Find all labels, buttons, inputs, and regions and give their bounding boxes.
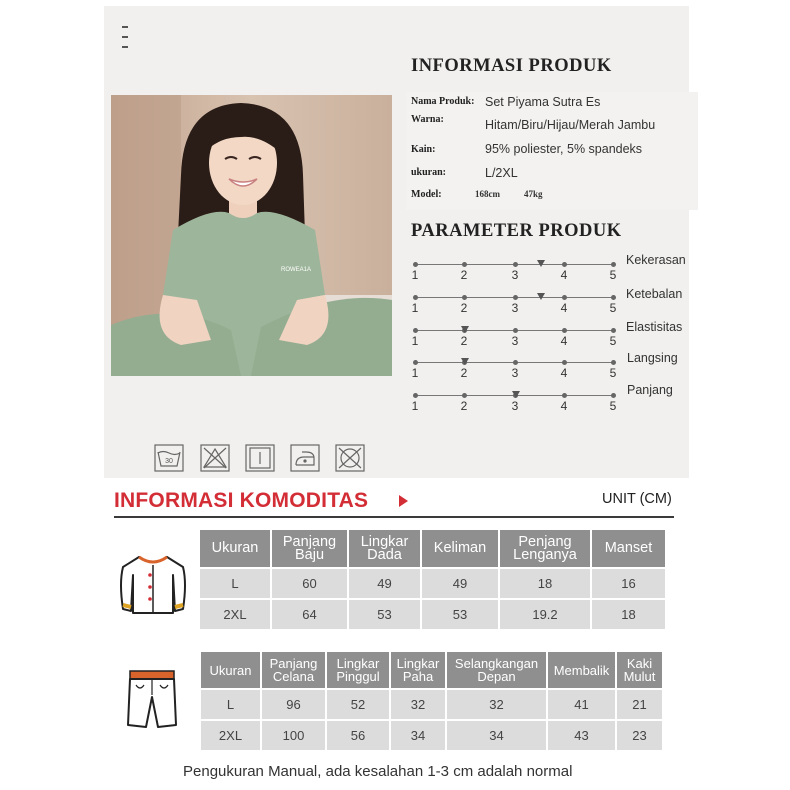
scale-dot	[562, 328, 567, 333]
scale-tick-label: 5	[609, 366, 617, 380]
cell-hip: 52	[327, 690, 389, 719]
iron-low-icon	[290, 444, 320, 472]
cell-front-rise: 32	[447, 690, 546, 719]
scale-tick-label: 4	[560, 399, 568, 413]
table-row	[200, 600, 665, 629]
scale-dot	[462, 295, 467, 300]
param-name: Ketebalan	[626, 287, 683, 301]
cell-leg-opening: 23	[617, 721, 662, 750]
header-hip: Lingkar Pinggul	[327, 652, 389, 688]
no-tumble-dry-icon	[335, 444, 365, 472]
scale-dot	[513, 328, 518, 333]
cell-pants-length: 100	[262, 721, 325, 750]
header-thigh: Lingkar Paha	[391, 652, 445, 688]
param-name: Langsing	[627, 351, 678, 365]
cell-sleeve-length: 18	[500, 569, 590, 598]
scale-dot	[513, 262, 518, 267]
scale-tick-label: 1	[411, 399, 419, 413]
cell-back-rise: 43	[548, 721, 615, 750]
info-value-size: L/2XL	[485, 166, 518, 180]
header-sleeve-length: Penjang Lenganya	[500, 530, 590, 567]
param-name: Elastisitas	[626, 320, 683, 334]
param-name: Kekerasan	[626, 253, 686, 267]
header-cuff: Manset	[592, 530, 665, 567]
model-illustration	[111, 95, 392, 376]
model-weight: 47kg	[524, 189, 543, 199]
measurement-note: Pengukuran Manual, ada kesalahan 1-3 cm adalah normal	[183, 763, 573, 780]
header-size: Ukuran	[200, 530, 270, 567]
wash-30-icon	[154, 444, 184, 472]
cell-chest: 49	[349, 569, 420, 598]
scale-dot	[413, 262, 418, 267]
scale-dot	[513, 360, 518, 365]
top-size-table	[198, 528, 667, 631]
scale-tick-label: 1	[411, 268, 419, 282]
info-label-color: Warna:	[411, 114, 444, 125]
cell-back-rise: 41	[548, 690, 615, 719]
cell-hem: 49	[422, 569, 498, 598]
scale-tick-label: 5	[609, 268, 617, 282]
info-label-size: ukuran:	[411, 167, 447, 178]
no-bleach-icon	[200, 444, 230, 472]
scale-tick-label: 3	[511, 268, 519, 282]
scale-dot	[513, 295, 518, 300]
level-marker	[512, 391, 520, 398]
header-front-rise: Selangkangan Depan	[447, 652, 546, 688]
scale-tick-label: 3	[511, 399, 519, 413]
scale-tick-label: 4	[560, 366, 568, 380]
bottom-size-table	[199, 650, 664, 752]
scale-tick-label: 5	[609, 399, 617, 413]
cell-size: L	[201, 690, 260, 719]
table-row	[201, 690, 662, 719]
table-row	[201, 721, 662, 750]
product-info-title: INFORMASI PRODUK	[411, 56, 612, 76]
scale-tick-label: 2	[460, 399, 468, 413]
scale-dot	[462, 393, 467, 398]
scale-dot	[611, 360, 616, 365]
header-leg-opening: Kaki Mulut	[617, 652, 662, 688]
section-divider	[114, 516, 674, 518]
scale-dot	[611, 262, 616, 267]
header-body-length: Panjang Baju	[272, 530, 347, 567]
scale-tick-label: 2	[460, 334, 468, 348]
scale-dot	[413, 295, 418, 300]
level-marker	[461, 326, 469, 333]
cell-thigh: 32	[391, 690, 445, 719]
product-params-title: PARAMETER PRODUK	[411, 221, 622, 241]
info-label-fabric: Kain:	[411, 144, 436, 155]
cell-hip: 56	[327, 721, 389, 750]
cell-cuff: 16	[592, 569, 665, 598]
scale-dot	[611, 328, 616, 333]
pants-icon	[124, 667, 180, 736]
scale-dot	[611, 295, 616, 300]
scale-tick-label: 1	[411, 366, 419, 380]
scale-dot	[562, 360, 567, 365]
scale-tick-label: 2	[460, 301, 468, 315]
cell-pants-length: 96	[262, 690, 325, 719]
scale-tick-label: 2	[460, 268, 468, 282]
scale-dot	[413, 328, 418, 333]
param-name: Panjang	[627, 383, 673, 397]
scale-dot	[562, 262, 567, 267]
cell-chest: 53	[349, 600, 420, 629]
header-size: Ukuran	[201, 652, 260, 688]
info-value-color: Hitam/Biru/Hijau/Merah Jambu	[485, 118, 656, 132]
scale-tick-label: 3	[511, 301, 519, 315]
scale-dot	[413, 393, 418, 398]
scale-tick-label: 4	[560, 301, 568, 315]
scale-tick-label: 4	[560, 268, 568, 282]
scale-dot	[562, 295, 567, 300]
scale-dot	[462, 262, 467, 267]
header-pants-length: Panjang Celana	[262, 652, 325, 688]
scale-tick-label: 1	[411, 334, 419, 348]
header-back-rise: Membalik	[548, 652, 615, 688]
cell-size: 2XL	[201, 721, 260, 750]
level-marker	[461, 358, 469, 365]
info-label-name: Nama Produk:	[411, 96, 475, 107]
unit-label: UNIT (CM)	[602, 491, 672, 507]
cell-thigh: 34	[391, 721, 445, 750]
cell-hem: 53	[422, 600, 498, 629]
info-value-fabric: 95% poliester, 5% spandeks	[485, 142, 643, 156]
cell-sleeve-length: 19.2	[500, 600, 590, 629]
cell-cuff: 18	[592, 600, 665, 629]
cell-leg-opening: 21	[617, 690, 662, 719]
shirt-icon	[117, 553, 189, 622]
cell-body-length: 60	[272, 569, 347, 598]
scale-tick-label: 5	[609, 301, 617, 315]
cell-body-length: 64	[272, 600, 347, 629]
model-height: 168cm	[475, 189, 500, 199]
cell-size: L	[200, 569, 270, 598]
scale-dot	[562, 393, 567, 398]
table-header-row	[201, 652, 662, 688]
menu-icon[interactable]	[122, 26, 132, 52]
table-header-row	[200, 530, 665, 567]
table-row	[200, 569, 665, 598]
header-chest: Lingkar Dada	[349, 530, 420, 567]
scale-dot	[413, 360, 418, 365]
scale-tick-label: 2	[460, 366, 468, 380]
line-dry-icon	[245, 444, 275, 472]
info-label-model: Model:	[411, 189, 442, 200]
scale-tick-label: 3	[511, 334, 519, 348]
cell-front-rise: 34	[447, 721, 546, 750]
scale-tick-label: 1	[411, 301, 419, 315]
commodity-title: INFORMASI KOMODITAS	[114, 489, 369, 512]
header-hem: Keliman	[422, 530, 498, 567]
scale-dot	[611, 393, 616, 398]
info-value-name: Set Piyama Sutra Es	[485, 95, 601, 109]
scale-tick-label: 4	[560, 334, 568, 348]
cell-size: 2XL	[200, 600, 270, 629]
arrow-right-icon	[399, 495, 408, 507]
shirt-print-text: ROWEA1A	[281, 267, 312, 273]
level-marker	[537, 293, 545, 300]
product-photo	[111, 95, 392, 376]
scale-tick-label: 5	[609, 334, 617, 348]
scale-tick-label: 3	[511, 366, 519, 380]
wash-temp-label: 30	[165, 458, 173, 465]
level-marker	[537, 260, 545, 267]
